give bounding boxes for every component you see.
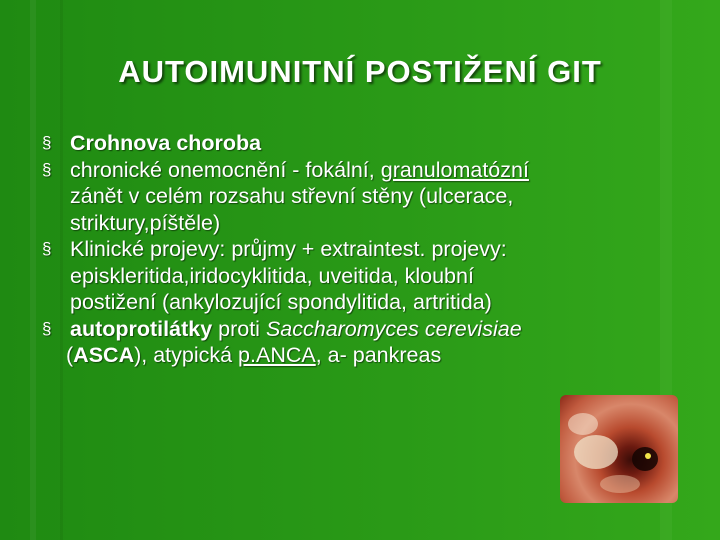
paren-open: ( — [66, 343, 74, 367]
bullet-text: chronické onemocnění - fokální, — [70, 157, 381, 182]
photo-detail — [645, 453, 651, 459]
slide-title: AUTOIMUNITNÍ POSTIŽENÍ GIT — [118, 54, 602, 89]
bullet-continuation — [42, 342, 682, 369]
bullet-text: , a- pankreas — [315, 343, 442, 367]
photo-detail — [600, 475, 640, 493]
bullet-text-line: striktury,píštěle) — [70, 210, 221, 235]
bullet-text: proti — [212, 316, 266, 341]
bullet-item — [42, 157, 682, 237]
bullet-text-line: zánět v celém rozsahu střevní stěny (ulcerace, — [70, 184, 514, 208]
bullet-text: Crohnova choroba — [70, 131, 262, 155]
bullet-text-bold: autoprotilátky — [70, 316, 213, 341]
bullet-text: Klinické projevy: průjmy + extraintest. projevy: — [70, 237, 507, 261]
bullet-item — [42, 236, 682, 316]
granulomatous-link[interactable]: granulomatózní — [380, 157, 529, 182]
photo-detail — [574, 435, 618, 469]
bullet-marker: § — [42, 318, 52, 338]
endoscopy-photo — [560, 395, 678, 503]
photo-detail — [632, 447, 658, 471]
bullet-text-line: episkleritida,iridocyklitida, uveitida, kloubní — [70, 263, 474, 288]
bullet-text: ), atypická — [134, 343, 239, 367]
bullet-marker: § — [42, 239, 52, 258]
panca-link[interactable]: p.ANCA — [238, 343, 316, 367]
bullet-marker: § — [42, 159, 52, 179]
bullet-marker: § — [42, 133, 52, 152]
photo-detail — [568, 413, 598, 435]
bullet-list — [42, 130, 682, 369]
asca-text: ASCA — [73, 343, 135, 367]
bullet-item — [42, 316, 682, 343]
bullet-item — [42, 130, 682, 157]
bullet-text-line: postižení (ankylozující spondylitida, artritida) — [70, 290, 492, 314]
bullet-text-italic: Saccharomyces cerevisiae — [265, 316, 522, 341]
